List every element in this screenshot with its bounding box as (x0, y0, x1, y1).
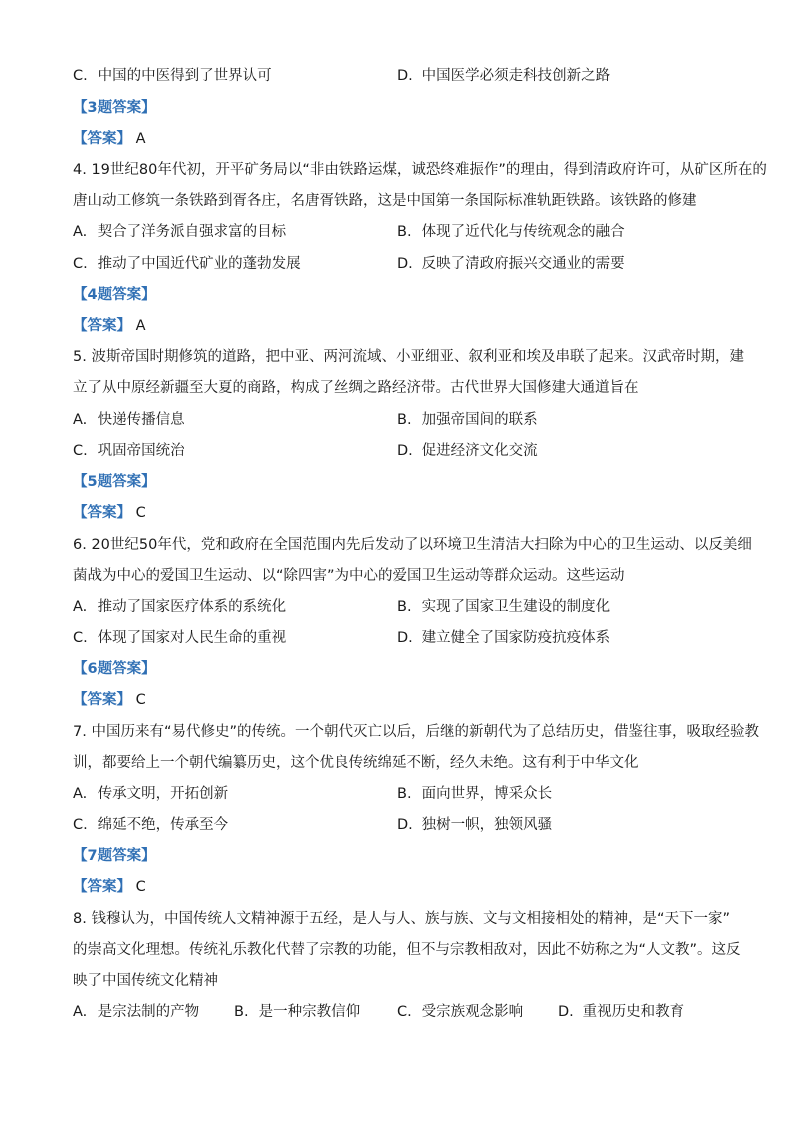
answer-tag: 【答案】 (73, 318, 131, 334)
q5-answer-header: 【5题答案】 (73, 474, 156, 490)
option-text: 体现了国家对人民生命的重视 (97, 630, 287, 646)
option-letter: D. (397, 68, 413, 84)
q7-option-d (397, 815, 552, 835)
option-text: 独树一帜，独领风骚 (421, 817, 553, 833)
answer-tag: 【答案】 (73, 692, 131, 708)
q8-stem-line-1: 8. 钱穆认为，中国传统人文精神源于五经，是人与人、族与族、文与文相接相处的精神，是“天下一家” (73, 911, 730, 927)
q7-stem-line-1: 7. 中国历来有“易代修史”的传统。一个朝代灭亡以后，后继的新朝代为了总结历史，借鉴往事，吸取经验教 (73, 724, 759, 740)
q7-option-c (73, 815, 228, 835)
q6-stem-line-2: 菌战为中心的爱国卫生运动、以“除四害”为中心的爱国卫生运动等群众运动。这些运动 (73, 568, 625, 584)
option-letter: A. (73, 1004, 88, 1020)
option-text: 巩固帝国统治 (97, 443, 185, 459)
option-letter: C. (73, 68, 88, 84)
q6-option-b (397, 597, 610, 617)
q7-stem-line-2: 训，都要给上一个朝代编纂历史，这个优良传统绵延不断，经久未绝。这有利于中华文化 (73, 755, 639, 771)
option-letter: A. (73, 599, 88, 615)
q5-answer (73, 503, 146, 523)
q7-option-b (397, 784, 552, 804)
option-text: 是一种宗教信仰 (258, 1004, 361, 1020)
answer-value: C (135, 505, 146, 521)
q4-option-c (73, 254, 301, 274)
q7-option-a (73, 784, 228, 804)
q6-option-a (73, 597, 286, 617)
option-text: 促进经济文化交流 (421, 443, 538, 459)
answer-tag: 【答案】 (73, 505, 131, 521)
option-text: 推动了中国近代矿业的蓬勃发展 (97, 256, 301, 272)
option-text: 反映了清政府振兴交通业的需要 (421, 256, 625, 272)
answer-tag: 【答案】 (73, 879, 131, 895)
q5-option-a (73, 410, 185, 430)
option-letter: D. (397, 443, 413, 459)
option-text: 受宗族观念影响 (421, 1004, 524, 1020)
q6-option-c (73, 628, 286, 648)
q5-option-c (73, 441, 185, 461)
option-text: 建立健全了国家防疫抗疫体系 (421, 630, 611, 646)
q7-answer-header: 【7题答案】 (73, 848, 156, 864)
q3-option-c (73, 66, 272, 86)
option-text: 推动了国家医疗体系的系统化 (97, 599, 287, 615)
option-text: 中国的中医得到了世界认可 (97, 68, 272, 84)
q4-answer (73, 316, 146, 336)
q4-answer-header: 【4题答案】 (73, 287, 156, 303)
q8-option-a (73, 1002, 199, 1022)
q5-stem-line-2: 立了从中原经新疆至大夏的商路，构成了丝绸之路经济带。古代世界大国修建大通道旨在 (73, 380, 639, 396)
option-letter: A. (73, 412, 88, 428)
answer-value: A (135, 318, 146, 334)
q3-option-d (397, 66, 610, 86)
option-text: 中国医学必须走科技创新之路 (421, 68, 611, 84)
option-text: 加强帝国间的联系 (421, 412, 538, 428)
q4-option-d (397, 254, 625, 274)
option-text: 是宗法制的产物 (97, 1004, 200, 1020)
answer-value: C (135, 879, 146, 895)
option-letter: D. (397, 817, 413, 833)
option-letter: B. (397, 412, 412, 428)
q6-answer (73, 690, 146, 710)
q4-option-a (73, 222, 286, 242)
q5-option-b (397, 410, 538, 430)
option-letter: C. (73, 256, 88, 272)
option-letter: C. (73, 443, 88, 459)
answer-value: C (135, 692, 146, 708)
option-letter: C. (397, 1004, 412, 1020)
option-text: 实现了国家卫生建设的制度化 (421, 599, 611, 615)
q6-option-d (397, 628, 610, 648)
q4-stem-line-2: 唐山动工修筑一条铁路到胥各庄，名唐胥铁路，这是中国第一条国际标准轨距铁路。该铁路的修建 (73, 193, 697, 209)
q8-stem-line-3: 映了中国传统文化精神 (73, 973, 218, 989)
option-letter: B. (397, 224, 412, 240)
answer-value: A (135, 131, 146, 147)
q3-answer-header: 【3题答案】 (73, 100, 156, 116)
q7-answer (73, 877, 146, 897)
option-letter: B. (397, 599, 412, 615)
answer-tag: 【答案】 (73, 131, 131, 147)
option-letter: D. (558, 1004, 574, 1020)
option-text: 面向世界，博采众长 (421, 786, 553, 802)
option-letter: C. (73, 630, 88, 646)
option-text: 快递传播信息 (97, 412, 185, 428)
option-text: 重视历史和教育 (582, 1004, 685, 1020)
option-letter: A. (73, 786, 88, 802)
option-letter: B. (397, 786, 412, 802)
option-letter: D. (397, 256, 413, 272)
option-text: 体现了近代化与传统观念的融合 (421, 224, 625, 240)
option-letter: C. (73, 817, 88, 833)
option-letter: B. (234, 1004, 249, 1020)
q8-option-c (397, 1002, 523, 1022)
q4-stem-line-1: 4. 19世纪80年代初，开平矿务局以“非由铁路运煤，诚恐终难振作”的理由，得到清政府许可，从矿区所在的 (73, 162, 767, 178)
q8-stem-line-2: 的崇高文化理想。传统礼乐教化代替了宗教的功能，但不与宗教相敌对，因此不妨称之为“人文教”。这反 (73, 942, 741, 958)
q8-option-d (558, 1002, 684, 1022)
q6-answer-header: 【6题答案】 (73, 661, 156, 677)
option-letter: D. (397, 630, 413, 646)
option-text: 绵延不绝，传承至今 (97, 817, 229, 833)
q6-stem-line-1: 6. 20世纪50年代，党和政府在全国范围内先后发动了以环境卫生清洁大扫除为中心的卫生运动、以反美细 (73, 537, 752, 553)
q3-answer (73, 129, 146, 149)
q8-option-b (234, 1002, 360, 1022)
q4-option-b (397, 222, 625, 242)
q5-stem-line-1: 5. 波斯帝国时期修筑的道路，把中亚、两河流域、小亚细亚、叙利亚和埃及串联了起来。汉武帝时期，建 (73, 349, 744, 365)
option-text: 传承文明，开拓创新 (97, 786, 229, 802)
option-text: 契合了洋务派自强求富的目标 (97, 224, 287, 240)
option-letter: A. (73, 224, 88, 240)
q5-option-d (397, 441, 538, 461)
